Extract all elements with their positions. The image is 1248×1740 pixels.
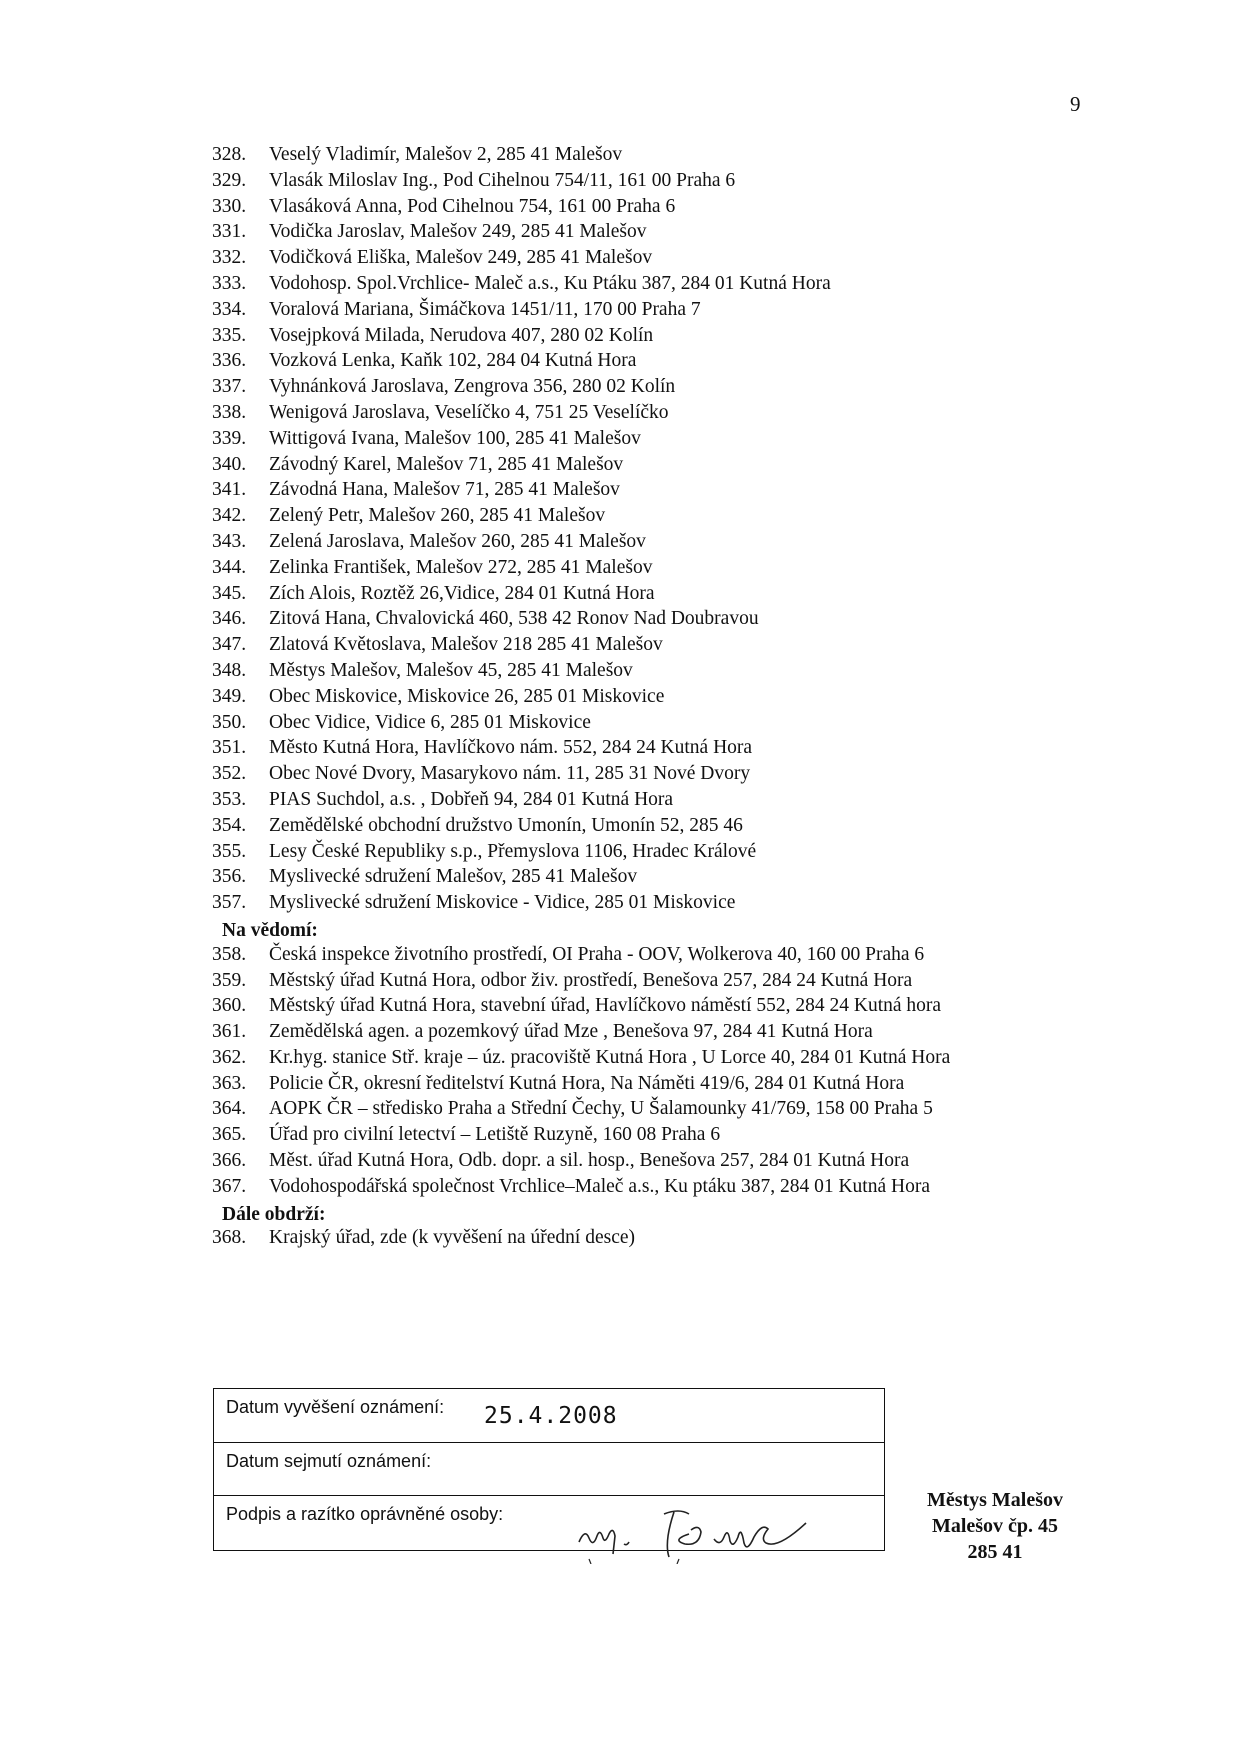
item-number: 361. [212,1021,247,1043]
stamp-line-2: Malešov čp. 45 [931,1515,1059,1537]
recipient-list [212,144,1112,1253]
item-text: Lesy České Republiky s.p., Přemyslova 1106, Hradec Králové [269,840,757,862]
list-item [212,1021,1112,1047]
item-number: 365. [212,1124,247,1146]
list-item [212,583,1112,609]
item-number: 344. [212,556,247,578]
item-number: 366. [212,1150,247,1172]
list-item [212,892,1112,918]
list-item [212,789,1112,815]
list-item [212,608,1112,634]
item-number: 340. [212,453,247,475]
list-item [212,557,1112,583]
item-text: Zlatová Květoslava, Malešov 218 285 41 Malešov [269,634,663,656]
list-item [212,1047,1112,1073]
section-heading-na-vedomi: Na vědomí: [222,919,318,941]
list-item [212,144,1112,170]
item-number: 355. [212,840,247,862]
item-text: Vlasáková Anna, Pod Cihelnou 754, 161 00 Praha 6 [269,195,676,217]
official-stamp [905,1487,1085,1565]
list-item [212,454,1112,480]
item-number: 351. [212,737,247,759]
signature-row [214,1496,884,1550]
handwritten-signature [574,1504,834,1564]
item-text: Krajský úřad, zde (k vyvěšení na úřední desce) [269,1227,636,1249]
item-text: Wittigová Ivana, Malešov 100, 285 41 Malešov [269,427,641,449]
item-text: Vyhnánková Jaroslava, Zengrova 356, 280 02 Kolín [269,376,676,398]
list-item [212,428,1112,454]
item-number: 341. [212,479,247,501]
item-number: 352. [212,763,247,785]
item-number: 350. [212,711,247,733]
list-item [212,196,1112,222]
page-number: 9 [1070,92,1081,116]
item-number: 353. [212,788,247,810]
list-item [212,273,1112,299]
item-text: Vosejpková Milada, Nerudova 407, 280 02 Kolín [269,324,654,346]
item-number: 364. [212,1098,247,1120]
stamp-line-3: 285 41 [967,1541,1023,1563]
removed-date-row [214,1443,884,1496]
stamp-line-1: Městys Malešov [926,1489,1064,1511]
signature-label: Podpis a razítko oprávněné osoby: [226,1504,504,1524]
list-item [212,1150,1112,1176]
item-number: 338. [212,401,247,423]
notice-box [213,1388,885,1551]
list-item [212,841,1112,867]
item-text: Policie ČR, okresní ředitelství Kutná Hora, Na Náměti 419/6, 284 01 Kutná Hora [269,1072,905,1094]
item-text: Wenigová Jaroslava, Veselíčko 4, 751 25 Veselíčko [269,401,669,423]
list-item [212,170,1112,196]
item-number: 333. [212,272,247,294]
list-item [212,1227,1112,1253]
item-text: Zemědělské obchodní družstvo Umonín, Umonín 52, 285 46 [269,814,743,836]
item-text: Městys Malešov, Malešov 45, 285 41 Malešov [269,659,633,681]
item-text: Městský úřad Kutná Hora, odbor živ. prostředí, Benešova 257, 284 24 Kutná Hora [269,969,913,991]
list-item [212,299,1112,325]
item-number: 348. [212,659,247,681]
item-text: Závodný Karel, Malešov 71, 285 41 Malešov [269,453,624,475]
item-number: 349. [212,685,247,707]
item-text: Obec Vidice, Vidice 6, 285 01 Miskovice [269,711,591,733]
item-number: 334. [212,298,247,320]
list-item [212,737,1112,763]
item-number: 336. [212,350,247,372]
list-item [212,325,1112,351]
item-text: Kr.hyg. stanice Stř. kraje – úz. pracoviště Kutná Hora , U Lorce 40, 284 01 Kutná Hora [269,1046,951,1068]
list-item [212,944,1112,970]
list-item [212,350,1112,376]
item-number: 343. [212,530,247,552]
item-text: PIAS Suchdol, a.s. , Dobřeň 94, 284 01 Kutná Hora [269,788,674,810]
list-item [212,660,1112,686]
item-text: Veselý Vladimír, Malešov 2, 285 41 Malešov [269,144,623,165]
list-item [212,763,1112,789]
item-text: Česká inspekce životního prostředí, OI Praha - OOV, Wolkerova 40, 160 00 Praha 6 [269,943,925,965]
item-text: Město Kutná Hora, Havlíčkovo nám. 552, 284 24 Kutná Hora [269,737,753,759]
list-item [212,479,1112,505]
item-number: 363. [212,1072,247,1094]
section-heading-dale-obdrzi: Dále obdrží: [222,1203,326,1225]
item-number: 335. [212,324,247,346]
list-item [212,1098,1112,1124]
item-text: Vlasák Miloslav Ing., Pod Cihelnou 754/11, 161 00 Praha 6 [269,169,736,191]
item-text: Závodná Hana, Malešov 71, 285 41 Malešov [269,479,620,501]
list-item [212,634,1112,660]
item-text: Měst. úřad Kutná Hora, Odb. dopr. a sil. hosp., Benešova 257, 284 01 Kutná Hora [269,1150,910,1172]
item-text: Myslivecké sdružení Miskovice - Vidice, 285 01 Miskovice [269,892,736,914]
item-number: 362. [212,1046,247,1068]
item-number: 329. [212,169,247,191]
item-text: Úřad pro civilní letectví – Letiště Ruzyně, 160 08 Praha 6 [269,1124,721,1146]
item-text: Vodohosp. Spol.Vrchlice- Maleč a.s., Ku Ptáku 387, 284 01 Kutná Hora [269,272,831,294]
posted-date-row [214,1389,884,1443]
list-item [212,970,1112,996]
item-number: 356. [212,866,247,888]
list-item [212,712,1112,738]
item-number: 368. [212,1227,247,1249]
item-text: Zích Alois, Roztěž 26,Vidice, 284 01 Kutná Hora [269,582,655,604]
item-number: 332. [212,247,247,269]
item-number: 354. [212,814,247,836]
item-number: 331. [212,221,247,243]
list-item [212,1176,1112,1202]
posted-date-value: 25.4.2008 [484,1403,618,1429]
list-item [212,505,1112,531]
item-text: Obec Miskovice, Miskovice 26, 285 01 Miskovice [269,685,665,707]
list-item [212,531,1112,557]
item-number: 360. [212,995,247,1017]
item-number: 347. [212,634,247,656]
item-text: Myslivecké sdružení Malešov, 285 41 Malešov [269,866,638,888]
item-number: 328. [212,144,247,165]
list-item [212,686,1112,712]
item-text: Zemědělská agen. a pozemkový úřad Mze , Benešova 97, 284 41 Kutná Hora [269,1021,873,1043]
item-text: Městský úřad Kutná Hora, stavební úřad, Havlíčkovo náměstí 552, 284 24 Kutná hora [269,995,942,1017]
item-text: Vodohospodářská společnost Vrchlice–Maleč a.s., Ku ptáku 387, 284 01 Kutná Hora [269,1175,930,1197]
list-item [212,247,1112,273]
item-text: Zelený Petr, Malešov 260, 285 41 Malešov [269,505,606,527]
list-item [212,995,1112,1021]
item-number: 330. [212,195,247,217]
item-text: Obec Nové Dvory, Masarykovo nám. 11, 285 31 Nové Dvory [269,763,751,785]
item-number: 358. [212,943,247,965]
item-text: Zelinka František, Malešov 272, 285 41 Malešov [269,556,653,578]
list-item [212,402,1112,428]
item-text: Vodička Jaroslav, Malešov 249, 285 41 Malešov [269,221,647,243]
item-text: Voralová Mariana, Šimáčkova 1451/11, 170 00 Praha 7 [269,298,701,320]
list-item [212,1073,1112,1099]
list-item [212,376,1112,402]
item-number: 359. [212,969,247,991]
item-number: 342. [212,505,247,527]
list-item [212,815,1112,841]
list-item [212,1124,1112,1150]
item-number: 367. [212,1175,247,1197]
item-number: 339. [212,427,247,449]
item-number: 345. [212,582,247,604]
posted-date-label: Datum vyvěšení oznámení: [226,1397,445,1417]
item-text: Zitová Hana, Chvalovická 460, 538 42 Ronov Nad Doubravou [269,608,759,630]
list-item [212,221,1112,247]
item-number: 346. [212,608,247,630]
removed-date-label: Datum sejmutí oznámení: [226,1451,432,1471]
list-item [212,866,1112,892]
item-text: Vozková Lenka, Kaňk 102, 284 04 Kutná Hora [269,350,637,372]
item-text: Zelená Jaroslava, Malešov 260, 285 41 Malešov [269,530,646,552]
item-text: Vodičková Eliška, Malešov 249, 285 41 Malešov [269,247,653,269]
item-number: 337. [212,376,247,398]
item-number: 357. [212,892,247,914]
item-text: AOPK ČR – středisko Praha a Střední Čechy, U Šalamounky 41/769, 158 00 Praha 5 [269,1098,933,1120]
